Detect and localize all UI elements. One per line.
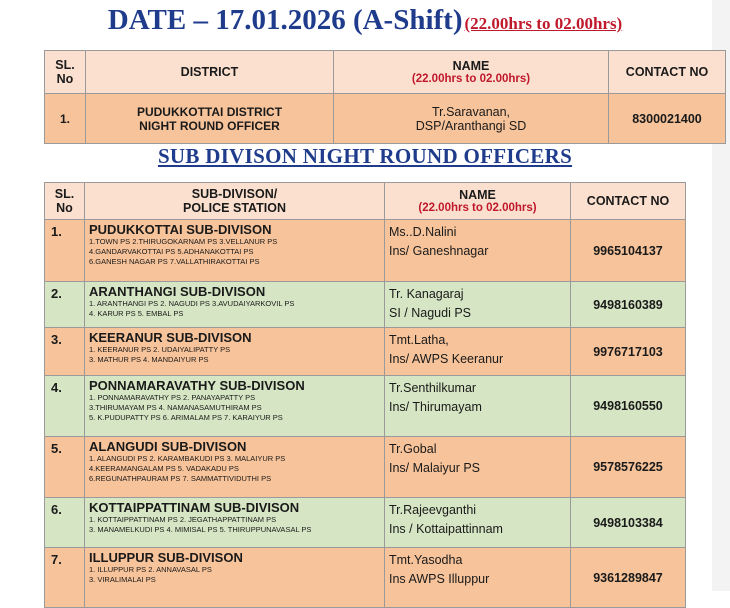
row-subdivision (85, 548, 385, 608)
row-sl: 4. (45, 376, 85, 437)
row-sl: 2. (45, 282, 85, 328)
header-no-text: No (56, 201, 73, 215)
row-contact: 9498160389 (571, 282, 686, 328)
subdivision-name: PUDUKKOTTAI SUB-DIVISON (89, 222, 272, 237)
header-subdiv-line2: POLICE STATION (182, 201, 286, 215)
row-subdivision (85, 282, 385, 328)
officer-posting: Ins / Kottaipattinnam (389, 522, 503, 536)
police-station-list: 6.REGUNATHPAURAM PS 7. SAMMATTIVIDUTHI PS (89, 474, 272, 483)
police-station-list: 4.KEERAMANGALAM PS 5. VADAKADU PS (89, 464, 239, 473)
row-sl: 1. (45, 220, 85, 282)
officer-posting: Ins/ Thirumayam (389, 400, 482, 414)
header-time-text: (22.00hrs to 02.00hrs) (411, 73, 531, 85)
name-line2: DSP/Aranthangi SD (415, 118, 527, 133)
header-name (385, 183, 571, 220)
header-sl (45, 183, 85, 220)
officer-name: Tmt.Latha, (389, 333, 449, 347)
police-station-list: 1. KEERANUR PS 2. UDAIYALIPATTY PS (89, 345, 231, 354)
row-contact: 8300021400 (609, 94, 726, 144)
district-line2: NIGHT ROUND OFFICER (139, 118, 280, 133)
police-station-list: 1. ALANGUDI PS 2. KARAMBAKUDI PS 3. MALAIYUR PS (89, 454, 286, 463)
police-station-list: 4.GANDARVAKOTTAI PS 5.ADHANAKOTTAI PS (89, 247, 254, 256)
subdivision-heading: SUB DIVISON NIGHT ROUND OFFICERS (157, 144, 573, 168)
officer-posting: SI / Nagudi PS (389, 306, 471, 320)
row-contact: 9965104137 (571, 220, 686, 282)
header-subdiv-line1: SUB-DIVISON/ (191, 187, 278, 201)
table-header (45, 183, 686, 220)
police-station-list: 1.TOWN PS 2.THIRUGOKARNAM PS 3.VELLANUR PS (89, 237, 278, 246)
header-subdivision (85, 183, 385, 220)
subdivision-name: KEERANUR SUB-DIVISON (89, 330, 252, 345)
subdivision-name: KOTTAIPPATTINAM SUB-DIVISON (89, 500, 300, 515)
table-row (45, 328, 686, 376)
row-contact: 9361289847 (571, 548, 686, 608)
table-row (45, 548, 686, 608)
police-station-list: 3.THIRUMAYAM PS 4. NAMANASAMUTHIRAM PS (89, 403, 262, 412)
row-district (86, 94, 334, 144)
police-station-list: 3. MATHUR PS 4. MANDAIYUR PS (89, 355, 209, 364)
table-header (45, 51, 726, 94)
row-sl: 1. (45, 94, 86, 144)
subdivision-name: ILLUPPUR SUB-DIVISON (89, 550, 243, 565)
row-sl: 3. (45, 328, 85, 376)
officer-posting: Ins/ AWPS Keeranur (389, 352, 504, 366)
table-row (45, 94, 726, 144)
name-line1: Tr.Saravanan, (431, 104, 511, 119)
row-name (385, 376, 571, 437)
row-name (385, 328, 571, 376)
row-subdivision (85, 328, 385, 376)
header-name-text: NAME (452, 59, 490, 73)
header-contact: CONTACT NO (609, 51, 726, 94)
header-no-text: No (56, 72, 74, 86)
header-contact: CONTACT NO (571, 183, 686, 220)
row-name (385, 498, 571, 548)
row-name (385, 437, 571, 498)
row-contact: 9498103384 (571, 498, 686, 548)
officer-name: Tr.Gobal (389, 442, 437, 456)
row-name (334, 94, 609, 144)
title-date: DATE – 17.01.2026 (A-Shift) (107, 4, 463, 36)
police-station-list: 5. K.PUDUPATTY PS 6. ARIMALAM PS 7. KARAIYUR PS (89, 413, 283, 422)
row-subdivision (85, 498, 385, 548)
table-row (45, 498, 686, 548)
subdivision-name: ARANTHANGI SUB-DIVISON (89, 284, 266, 299)
police-station-list: 1. ILLUPPUR PS 2. ANNAVASAL PS (89, 565, 212, 574)
row-sl: 7. (45, 548, 85, 608)
district-officer-table (44, 50, 726, 144)
title-shift-time: (22.00hrs to 02.00hrs) (464, 14, 623, 33)
subdivision-officers-table (44, 182, 686, 608)
row-name (385, 282, 571, 328)
police-station-list: 3. MANAMELKUDI PS 4. MIMISAL PS 5. THIRUPPUNAVASAL PS (89, 525, 312, 534)
police-station-list: 1. KOTTAIPPATTINAM PS 2. JEGATHAPPATTINAM PS (89, 515, 277, 524)
police-station-list: 1. PONNAMARAVATHY PS 2. PANAYAPATTY PS (89, 393, 256, 402)
row-subdivision (85, 437, 385, 498)
officer-posting: Ins/ Ganeshnagar (389, 244, 489, 258)
subdivision-name: ALANGUDI SUB-DIVISON (89, 439, 247, 454)
header-sl (45, 51, 86, 94)
header-sl-text: SL. (54, 187, 75, 201)
subdivision-name: PONNAMARAVATHY SUB-DIVISON (89, 378, 305, 393)
table-row (45, 220, 686, 282)
header-sl-text: SL. (55, 58, 75, 72)
police-station-list: 3. VIRALIMALAI PS (89, 575, 156, 584)
table-row (45, 437, 686, 498)
row-subdivision (85, 376, 385, 437)
table-row (45, 282, 686, 328)
officer-name: Tr.Senthilkumar (389, 381, 477, 395)
police-station-list: 6.GANESH NAGAR PS 7.VALLATHIRAKOTTAI PS (89, 257, 260, 266)
row-contact: 9498160550 (571, 376, 686, 437)
row-name (385, 220, 571, 282)
officer-name: Ms..D.Nalini (389, 225, 457, 239)
row-sl: 6. (45, 498, 85, 548)
header-name (334, 51, 609, 94)
officer-posting: Ins/ Malaiyur PS (389, 461, 481, 475)
officer-name: Tr.Rajeevganthi (389, 503, 477, 517)
row-sl: 5. (45, 437, 85, 498)
officer-name: Tmt.Yasodha (389, 553, 463, 567)
district-line1: PUDUKKOTTAI DISTRICT (136, 104, 283, 119)
row-name (385, 548, 571, 608)
row-contact: 9976717103 (571, 328, 686, 376)
row-contact: 9578576225 (571, 437, 686, 498)
police-station-list: 4. KARUR PS 5. EMBAL PS (89, 309, 184, 318)
header-district: DISTRICT (86, 51, 334, 94)
header-time-text: (22.00hrs to 02.00hrs) (418, 202, 537, 214)
officer-posting: Ins AWPS Illuppur (389, 572, 490, 586)
header-name-text: NAME (459, 188, 496, 202)
page-title (0, 4, 730, 37)
officer-name: Tr. Kanagaraj (389, 287, 464, 301)
table-row (45, 376, 686, 437)
police-station-list: 1. ARANTHANGI PS 2. NAGUDI PS 3.AVUDAIYARKOVIL PS (89, 299, 295, 308)
row-subdivision (85, 220, 385, 282)
